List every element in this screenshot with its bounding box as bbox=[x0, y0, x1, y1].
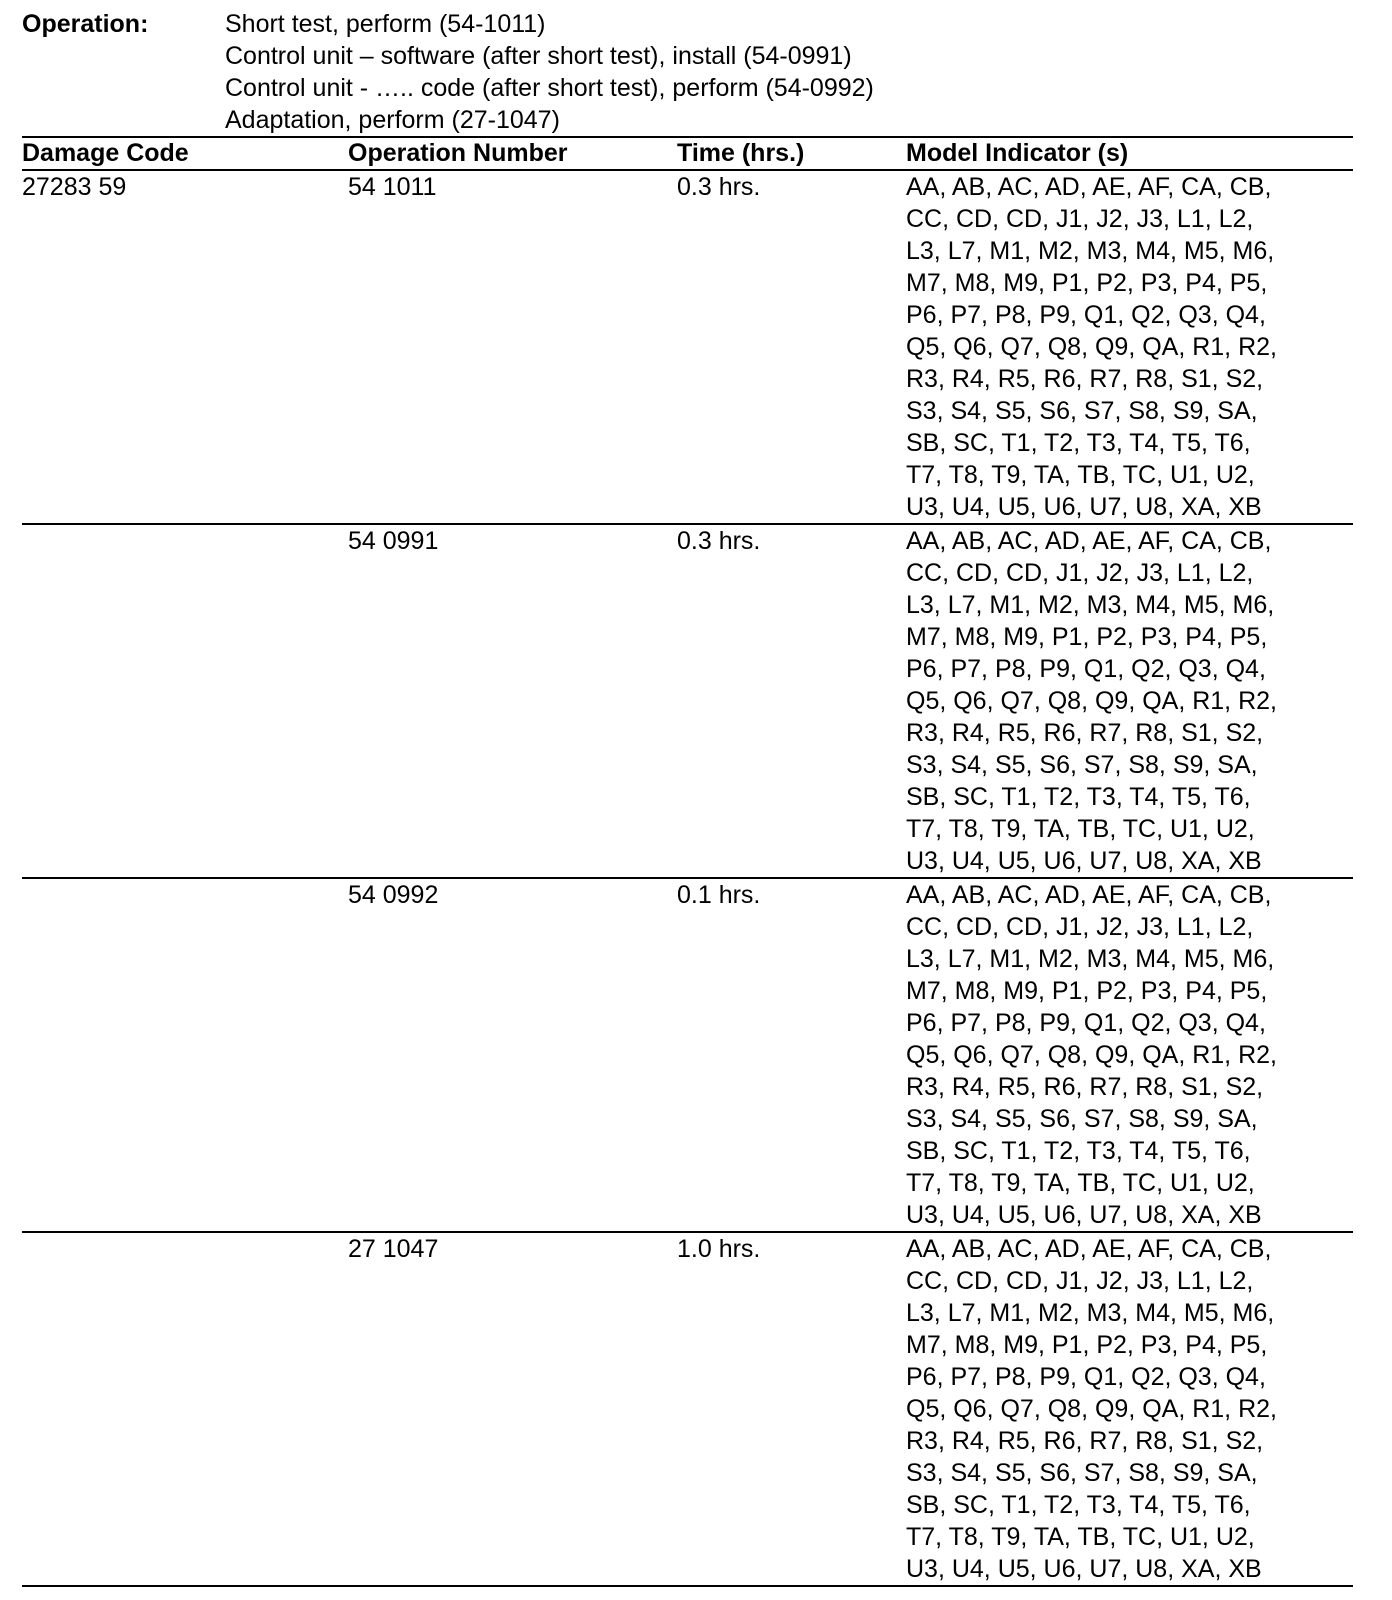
model-indicator-line: Q5, Q6, Q7, Q8, Q9, QA, R1, R2, bbox=[906, 1395, 1277, 1423]
operation-number-cell: 54 0992 bbox=[348, 878, 677, 1232]
model-indicator-line: L3, L7, M1, M2, M3, M4, M5, M6, bbox=[906, 237, 1275, 265]
table-row bbox=[22, 1232, 1353, 1586]
operation-line: Short test, perform (54-1011) bbox=[225, 10, 546, 38]
table-row bbox=[22, 524, 1353, 878]
table-row bbox=[22, 878, 1353, 1232]
header-operation-number: Operation Number bbox=[348, 137, 677, 170]
model-indicator-line: AA, AB, AC, AD, AE, AF, CA, CB, bbox=[906, 881, 1272, 909]
damage-code-cell bbox=[22, 878, 348, 1232]
model-indicator-line: CC, CD, CD, J1, J2, J3, L1, L2, bbox=[906, 913, 1254, 941]
time-cell: 1.0 hrs. bbox=[677, 1232, 906, 1586]
model-indicator-line: AA, AB, AC, AD, AE, AF, CA, CB, bbox=[906, 173, 1272, 201]
model-indicator-line: SB, SC, T1, T2, T3, T4, T5, T6, bbox=[906, 429, 1251, 457]
model-indicator-line: L3, L7, M1, M2, M3, M4, M5, M6, bbox=[906, 1299, 1275, 1327]
model-indicator-line: L3, L7, M1, M2, M3, M4, M5, M6, bbox=[906, 945, 1275, 973]
model-indicator-line: Q5, Q6, Q7, Q8, Q9, QA, R1, R2, bbox=[906, 1041, 1277, 1069]
model-indicator-line: U3, U4, U5, U6, U7, U8, XA, XB bbox=[906, 847, 1262, 875]
time-cell: 0.3 hrs. bbox=[677, 524, 906, 878]
model-indicator-line: AA, AB, AC, AD, AE, AF, CA, CB, bbox=[906, 527, 1272, 555]
damage-code-cell bbox=[22, 524, 348, 878]
table-body bbox=[22, 170, 1353, 1586]
model-indicator-line: S3, S4, S5, S6, S7, S8, S9, SA, bbox=[906, 751, 1258, 779]
model-indicator-list bbox=[906, 171, 1353, 523]
operation-number-cell: 54 0991 bbox=[348, 524, 677, 878]
operation-line: Control unit - ….. code (after short test), perform (54-0992) bbox=[225, 74, 874, 102]
time-cell: 0.3 hrs. bbox=[677, 170, 906, 524]
model-indicator-line: Q5, Q6, Q7, Q8, Q9, QA, R1, R2, bbox=[906, 333, 1277, 361]
table-row bbox=[22, 170, 1353, 524]
operation-number-cell: 54 1011 bbox=[348, 170, 677, 524]
model-indicator-line: R3, R4, R5, R6, R7, R8, S1, S2, bbox=[906, 1427, 1264, 1455]
model-indicator-line: P6, P7, P8, P9, Q1, Q2, Q3, Q4, bbox=[906, 1009, 1266, 1037]
model-indicator-list bbox=[906, 1233, 1353, 1585]
model-indicator-line: R3, R4, R5, R6, R7, R8, S1, S2, bbox=[906, 365, 1264, 393]
model-indicator-line: L3, L7, M1, M2, M3, M4, M5, M6, bbox=[906, 591, 1275, 619]
model-indicator-list bbox=[906, 879, 1353, 1231]
model-indicator-line: SB, SC, T1, T2, T3, T4, T5, T6, bbox=[906, 1137, 1251, 1165]
model-indicator-line: U3, U4, U5, U6, U7, U8, XA, XB bbox=[906, 1555, 1262, 1583]
model-indicator-line: CC, CD, CD, J1, J2, J3, L1, L2, bbox=[906, 205, 1254, 233]
model-indicator-line: CC, CD, CD, J1, J2, J3, L1, L2, bbox=[906, 1267, 1254, 1295]
model-indicator-line: M7, M8, M9, P1, P2, P3, P4, P5, bbox=[906, 977, 1268, 1005]
model-indicator-line: U3, U4, U5, U6, U7, U8, XA, XB bbox=[906, 1201, 1262, 1229]
model-indicator-line: T7, T8, T9, TA, TB, TC, U1, U2, bbox=[906, 461, 1255, 489]
model-indicator-line: S3, S4, S5, S6, S7, S8, S9, SA, bbox=[906, 397, 1258, 425]
model-indicator-cell bbox=[906, 878, 1353, 1232]
model-indicator-line: Q5, Q6, Q7, Q8, Q9, QA, R1, R2, bbox=[906, 687, 1277, 715]
model-indicator-list bbox=[906, 525, 1353, 877]
operation-label: Operation: bbox=[22, 10, 149, 38]
model-indicator-line: T7, T8, T9, TA, TB, TC, U1, U2, bbox=[906, 1523, 1255, 1551]
model-indicator-line: S3, S4, S5, S6, S7, S8, S9, SA, bbox=[906, 1459, 1258, 1487]
model-indicator-line: CC, CD, CD, J1, J2, J3, L1, L2, bbox=[906, 559, 1254, 587]
model-indicator-line: R3, R4, R5, R6, R7, R8, S1, S2, bbox=[906, 1073, 1264, 1101]
operation-lines bbox=[225, 8, 874, 136]
damage-code-cell: 27283 59 bbox=[22, 170, 348, 524]
operation-line: Control unit – software (after short test), install (54-0991) bbox=[225, 42, 852, 70]
header-time: Time (hrs.) bbox=[677, 137, 906, 170]
damage-code-cell bbox=[22, 1232, 348, 1586]
model-indicator-line: U3, U4, U5, U6, U7, U8, XA, XB bbox=[906, 493, 1262, 521]
operation-line: Adaptation, perform (27-1047) bbox=[225, 106, 560, 134]
model-indicator-line: P6, P7, P8, P9, Q1, Q2, Q3, Q4, bbox=[906, 655, 1266, 683]
model-indicator-line: T7, T8, T9, TA, TB, TC, U1, U2, bbox=[906, 815, 1255, 843]
operation-number-cell: 27 1047 bbox=[348, 1232, 677, 1586]
model-indicator-line: R3, R4, R5, R6, R7, R8, S1, S2, bbox=[906, 719, 1264, 747]
model-indicator-cell bbox=[906, 1232, 1353, 1586]
model-indicator-line: M7, M8, M9, P1, P2, P3, P4, P5, bbox=[906, 269, 1268, 297]
time-cell: 0.1 hrs. bbox=[677, 878, 906, 1232]
model-indicator-line: SB, SC, T1, T2, T3, T4, T5, T6, bbox=[906, 1491, 1251, 1519]
header-damage-code: Damage Code bbox=[22, 137, 348, 170]
model-indicator-line: T7, T8, T9, TA, TB, TC, U1, U2, bbox=[906, 1169, 1255, 1197]
model-indicator-line: S3, S4, S5, S6, S7, S8, S9, SA, bbox=[906, 1105, 1258, 1133]
header-model-indicator: Model Indicator (s) bbox=[906, 137, 1353, 170]
model-indicator-line: P6, P7, P8, P9, Q1, Q2, Q3, Q4, bbox=[906, 301, 1266, 329]
model-indicator-line: P6, P7, P8, P9, Q1, Q2, Q3, Q4, bbox=[906, 1363, 1266, 1391]
model-indicator-line: M7, M8, M9, P1, P2, P3, P4, P5, bbox=[906, 623, 1268, 651]
model-indicator-line: AA, AB, AC, AD, AE, AF, CA, CB, bbox=[906, 1235, 1272, 1263]
model-indicator-cell bbox=[906, 170, 1353, 524]
model-indicator-line: SB, SC, T1, T2, T3, T4, T5, T6, bbox=[906, 783, 1251, 811]
table-header-row bbox=[22, 137, 1353, 170]
model-indicator-cell bbox=[906, 524, 1353, 878]
model-indicator-line: M7, M8, M9, P1, P2, P3, P4, P5, bbox=[906, 1331, 1268, 1359]
damage-code-table bbox=[22, 136, 1353, 1587]
